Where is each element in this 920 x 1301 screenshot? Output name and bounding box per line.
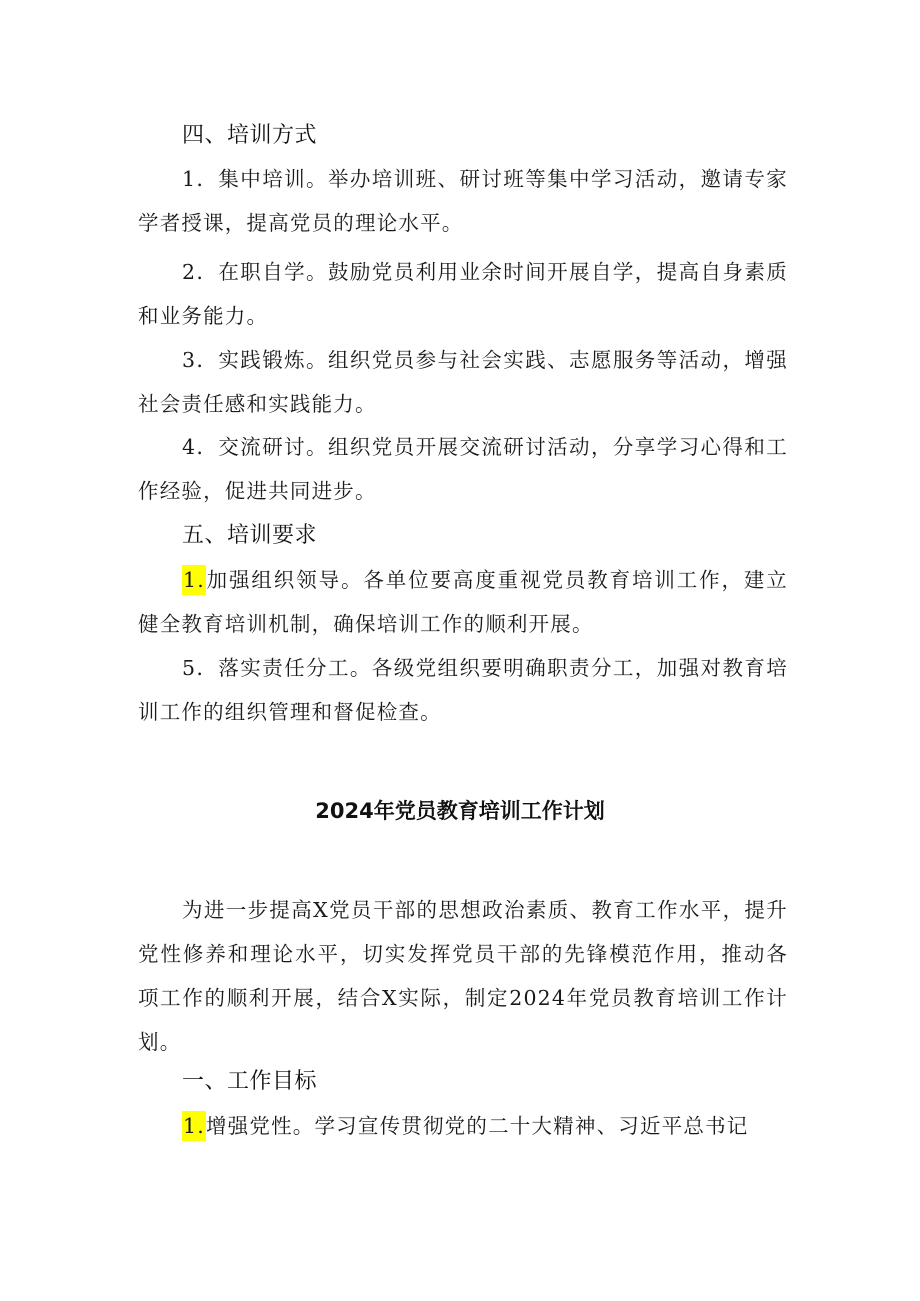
goal-item-1-text: 增强党性。学习宣传贯彻党的二十大精神、习近平总书记 bbox=[205, 1114, 749, 1138]
training-requirement-item-1 bbox=[138, 558, 788, 646]
training-method-item-1: 1．集中培训。举办培训班、研讨班等集中学习活动，邀请专家学者授课，提高党员的理论水平。 bbox=[138, 167, 788, 235]
plan-intro-paragraph: 为进一步提高X党员干部的思想政治素质、教育工作水平，提升党性修养和理论水平，切实发挥党员干部的先锋模范作用，推动各项工作的顺利开展，结合X实际，制定2024年党员教育培训工作计划。 bbox=[138, 898, 788, 1054]
training-method-item-2: 2．在职自学。鼓励党员利用业余时间开展自学，提高自身素质和业务能力。 bbox=[138, 260, 788, 328]
training-method-item-4: 4．交流研讨。组织党员开展交流研讨活动，分享学习心得和工作经验，促进共同进步。 bbox=[138, 435, 788, 503]
highlighted-number: 1. bbox=[182, 1111, 206, 1141]
highlighted-number: 1. bbox=[182, 565, 206, 595]
section-heading-work-goals: 一、工作目标 bbox=[182, 1069, 318, 1094]
work-goal-item-1 bbox=[138, 1104, 788, 1148]
training-method-item-3: 3．实践锻炼。组织党员参与社会实践、志愿服务等活动，增强社会责任感和实践能力。 bbox=[138, 348, 788, 416]
section-heading-training-requirements: 五、培训要求 bbox=[182, 523, 318, 548]
training-requirement-item-2: 5．落实责任分工。各级党组织要明确职责分工，加强对教育培训工作的组织管理和督促检查。 bbox=[138, 656, 788, 724]
requirement-item-1-text: 加强组织领导。各单位要高度重视党员教育培训工作，建立健全教育培训机制，确保培训工作的顺利开展。 bbox=[138, 568, 788, 636]
section-heading-training-methods: 四、培训方式 bbox=[182, 123, 318, 148]
document-title: 2024年党员教育培训工作计划 bbox=[315, 799, 605, 823]
